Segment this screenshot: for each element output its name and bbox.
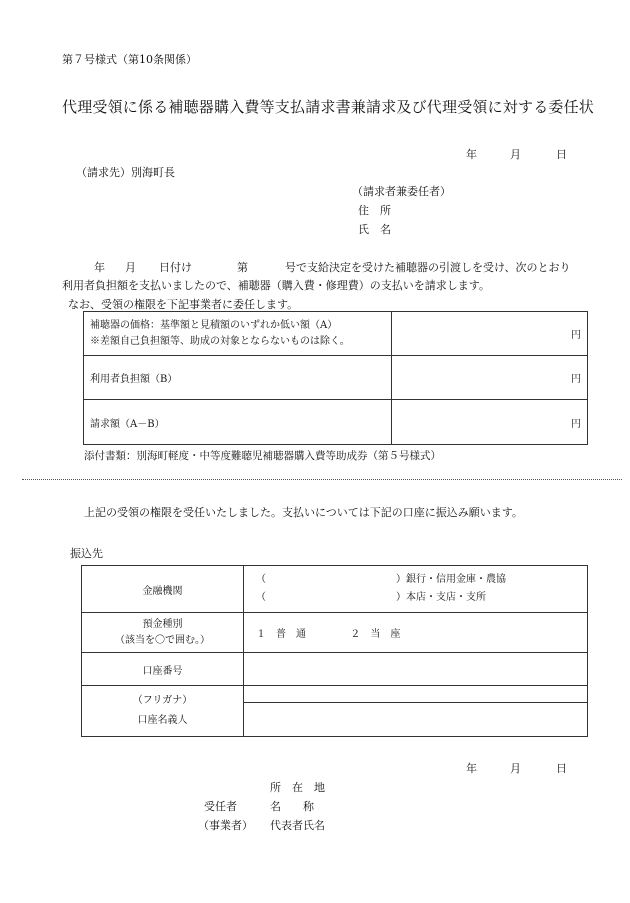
body-line3: なお、受領の権限を下記事業者に委任します。: [68, 298, 299, 311]
requester-role: （請求者兼委任者）: [352, 185, 451, 198]
form-number: 第７号様式（第10条関係）: [62, 53, 197, 66]
account-holder-field: [244, 703, 588, 737]
body-line1: 号で支給決定を受けた補聴器の引渡しを受け、次のとおり: [285, 261, 571, 274]
claim-unit: 円: [392, 400, 588, 445]
deposit-note: （該当を〇で囲む。）: [115, 634, 210, 646]
account-holder-label: 口座名義人: [137, 715, 188, 726]
table-row: [82, 686, 588, 703]
body-number: 第: [237, 261, 248, 274]
agent-location-label: 所 在 地: [270, 781, 325, 794]
bank-line1-open: （: [256, 574, 266, 585]
date-month: 月: [510, 148, 521, 161]
deposit-option-current: ２ 当 座: [350, 629, 401, 640]
table-row: [82, 566, 588, 613]
date-bottom-month: 月: [510, 762, 521, 775]
attachment-note: 添付書類：別海町軽度・中等度難聴児補聴器購入費等助成券（第５号様式）: [84, 450, 441, 462]
bank-table: [81, 565, 588, 737]
agent-business-label: （事業者）: [198, 819, 253, 832]
body-year: 年: [94, 261, 105, 274]
account-number-field: [244, 653, 588, 686]
table-row: [84, 356, 588, 400]
bank-line1-close: ）銀行・信用金庫・農協: [396, 574, 506, 585]
price-note: ※差額自己負担額等、助成の対象とならないものは除く。: [90, 335, 350, 347]
requester-name-label: 氏 名: [358, 223, 391, 236]
document-title: 代理受領に係る補聴器購入費等支払請求書兼請求及び代理受領に対する委任状: [62, 98, 595, 116]
furigana-label: （フリガナ）: [132, 695, 193, 706]
furigana-field: [244, 686, 588, 703]
deposit-option-ordinary: １ 普 通: [256, 629, 306, 640]
user-burden-unit: 円: [392, 356, 588, 400]
institution-label: 金融機関: [82, 566, 244, 613]
agent-representative-label: 代表者氏名: [270, 819, 325, 832]
body-day: 日付け: [159, 261, 192, 274]
body-month: 月: [125, 261, 136, 274]
dotted-divider: [22, 479, 622, 480]
deposit-label: 預金種別: [142, 618, 183, 630]
transfer-label: 振込先: [70, 547, 103, 560]
table-row: [84, 400, 588, 445]
bank-line2-open: （: [256, 592, 266, 603]
date-bottom-year: 年: [466, 762, 477, 775]
requester-address-label: 住 所: [358, 204, 391, 217]
agent-recipient-label: 受任者: [204, 800, 237, 813]
claim-label: 請求額（A－B）: [84, 400, 392, 445]
body-line2: 利用者負担額を支払いましたので、補聴器（購入費・修理費）の支払いを請求します。: [62, 279, 490, 292]
table-row: [82, 653, 588, 686]
date-bottom-day: 日: [556, 762, 567, 775]
addressee: （請求先）別海町長: [76, 166, 175, 179]
user-burden-label: 利用者負担額（B）: [84, 356, 392, 400]
amount-table: [83, 311, 588, 445]
date-day: 日: [556, 148, 567, 161]
date-year: 年: [466, 148, 477, 161]
price-label: 補聴器の価格：基準額と見積額のいずれか低い額（A）: [90, 319, 338, 331]
table-row: [82, 613, 588, 653]
bank-line2-close: ）本店・支店・支所: [396, 592, 486, 603]
price-unit: 円: [392, 312, 588, 356]
account-number-label: 口座番号: [82, 653, 244, 686]
agent-name-label: 名 称: [270, 800, 314, 813]
table-row: [84, 312, 588, 356]
accept-text: 上記の受領の権限を受任いたしました。支払いについては下記の口座に振込み願います。: [84, 506, 523, 519]
